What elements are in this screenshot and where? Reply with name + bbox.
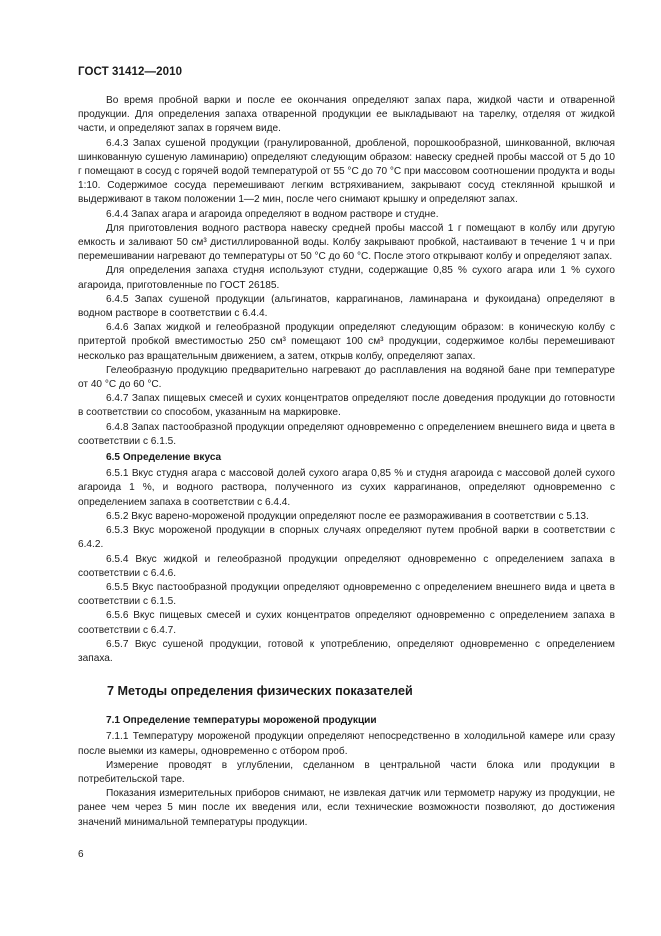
paragraph-6-4-4: 6.4.4 Запах агара и агароида определяют в водном растворе и студне.: [106, 208, 439, 220]
paragraph-6-5-6: 6.5.6 Вкус пищевых смесей и сухих концентратов определяют одновременно с определением запаха в соответствии с 6.4.7.: [78, 610, 615, 636]
paragraph-6-4-7: 6.4.7 Запах пищевых смесей и сухих концентратов определяют после доведения продукции до готовности в соответствии со способом, указанным на маркировке.: [78, 393, 615, 419]
paragraph-gel-heating: Гелеобразную продукцию предварительно нагревают до расплавления на водяной бане при температуре от 40 °С до 60 °С.: [78, 364, 615, 391]
paragraph-6-4-5: 6.4.5 Запах сушеной продукции (альгинатов, каррагинанов, ламинарана и фукоидана) определяют в водном растворе в соответствии с 6.4.4.: [78, 293, 615, 320]
subsection-heading-6-5: 6.5 Определение вкуса: [106, 452, 222, 464]
paragraph-6-5-1: 6.5.1 Вкус студня агара с массовой долей сухого агара 0,85 % и студня агароида с массовой долей сухого агароида 1 %, и водного раствора, полученного из сухих каррагинанов, определяют одновременно с определением запаха в соответствии с 6.4.4.: [78, 468, 615, 508]
paragraph-6-4-8: 6.4.8 Запах пастообразной продукции определяют одновременно с определением внешнего вида и цвета в соответствии с 6.1.5.: [78, 421, 615, 447]
paragraph-6-5-4: 6.5.4 Вкус жидкой и гелеобразной продукции определяют одновременно с определением запаха в соответствии с 6.4.6.: [78, 553, 615, 579]
paragraph-6-5-3: 6.5.3 Вкус мороженой продукции в спорных случаях определяют путем пробной варки в соответствии с 6.4.2.: [78, 525, 615, 551]
document-header: ГОСТ 31412—2010: [78, 66, 183, 78]
paragraph-intro: Во время пробной варки и после ее окончания определяют запах пара, жидкой части и отваренной продукции. Для определения запаха отваренной продукции ее выкладывают на тарелку, отделяя от жидкой части, и определяют запах в горячем виде.: [78, 95, 615, 135]
paragraph-6-5-7: 6.5.7 Вкус сушеной продукции, готовой к употреблению, определяют одновременно с определением запаха.: [78, 638, 615, 664]
subsection-heading-7-1: 7.1 Определение температуры мороженой продукции: [106, 715, 377, 727]
paragraph-measurement: Измерение проводят в углублении, сделанном в центральной части блока или продукции в потребительской таре.: [78, 759, 615, 785]
paragraph-6-4-3: 6.4.3 Запах сушеной продукции (гранулированной, дробленой, порошкообразной, шинкованной, включая шинкованную сушеную ламинарию) определяют следующим образом: навеску средней пробы массой от 5 до 10 г помещают в сосуд с горячей водой температурой от 55 °С до 70 °С при массовом соотношении продукта и воды 1:10. Содержимое сосуда перемешивают легким встряхиванием, закрывают сосуд стеклянной крышкой и выдерживают в таком положении 1—2 мин, после чего снимают крышку и определяют запах.: [78, 137, 615, 206]
paragraph-7-1-1: 7.1.1 Температуру мороженой продукции определяют непосредственно в холодильной камере или сразу после выемки из камеры, одновременно с отбором проб.: [78, 731, 615, 757]
paragraph-readings: Показания измерительных приборов снимают, не извлекая датчик или термометр наружу из продукции, не ранее чем через 5 мин после их введения или, если технические возможности позволяют, до достижения значений минимальной температуры продукции.: [78, 788, 615, 828]
page-number: 6: [78, 849, 84, 860]
paragraph-6-5-2: 6.5.2 Вкус варено-мороженой продукции определяют после ее размораживания в соответствии с 5.13.: [106, 510, 589, 522]
document-body: [78, 94, 615, 830]
paragraph-gel-smell: Для определения запаха студня используют студни, содержащие 0,85 % сухого агара или 1 % сухого агароида, приготовленные по ГОСТ 26185.: [78, 265, 615, 291]
paragraph-6-5-5: 6.5.5 Вкус пастообразной продукции определяют одновременно с определением внешнего вида и цвета в соответствии с 6.1.5.: [78, 581, 615, 608]
section-heading-7: 7 Методы определения физических показателей: [107, 684, 413, 699]
paragraph-6-4-6: 6.4.6 Запах жидкой и гелеобразной продукции определяют следующим образом: в коническую колбу с притертой пробкой вместимостью 250 см³ помещают 100 см³ продукции, содержимое колбы перемешивают несколько раз вращательным движением, а затем, открыв колбу, определяют запах.: [78, 322, 615, 362]
paragraph-water-solution: Для приготовления водного раствора навеску средней пробы массой 1 г помещают в колбу или другую емкость и заливают 50 см³ дистиллированной воды. Колбу закрывают пробкой, настаивают в течение 1 ч и при перемешивании нагревают до температуры от 50 °С до 60 °С. После этого открывают колбу и определяют запах.: [78, 222, 615, 263]
